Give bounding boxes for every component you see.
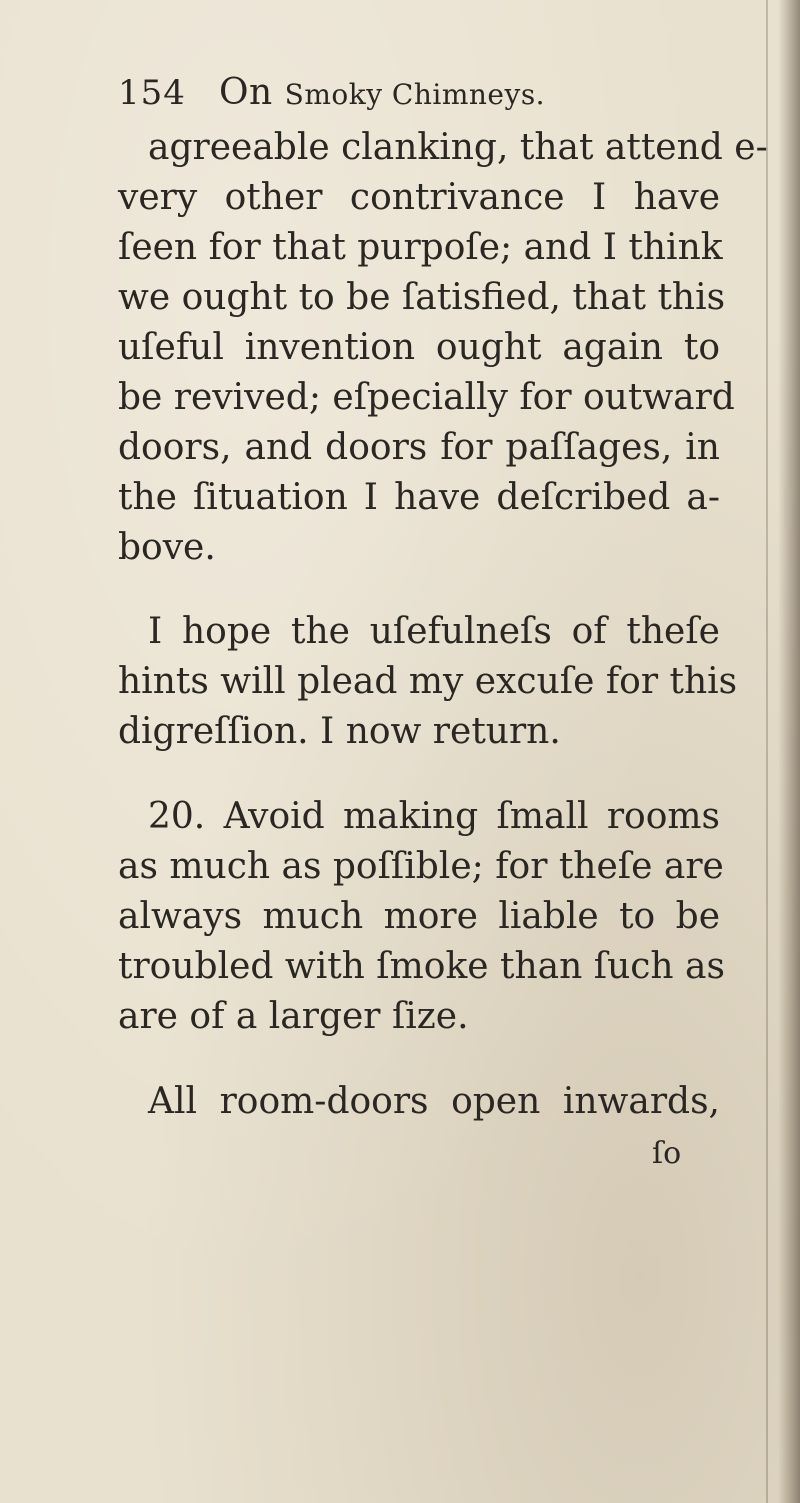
page-number: 154 (118, 73, 186, 113)
text-line: always much more liable to be (118, 896, 720, 937)
text-line: hints will plead my excuſe for this (118, 661, 738, 702)
text-line: 20. Avoid making ſmall rooms (148, 796, 720, 837)
text-line: doors, and doors for paſſages, in (118, 427, 720, 468)
text-line: the ſituation I have deſcribed a- (118, 477, 720, 518)
text-line: All room-doors open inwards, (148, 1081, 720, 1122)
catchword: ſo (652, 1136, 682, 1171)
text-line: troubled with ſmoke than ſuch as (118, 946, 725, 987)
text-line: I hope the uſefulneſs of theſe (148, 611, 720, 652)
text-line: digreſſion. I now return. (118, 711, 561, 752)
text-line: uſeful invention ought again to (118, 327, 720, 368)
text-line: ſeen for that purpoſe; and I think (118, 227, 723, 268)
running-title-first-word: On (219, 72, 273, 113)
text-line: are of a larger ſize. (118, 996, 469, 1037)
text-line: agreeable clanking, that attend e- (148, 127, 768, 168)
text-line: be revived; eſpecially for outward (118, 377, 735, 418)
running-title-rest: Smoky Chimneys. (284, 78, 546, 111)
text-line: very other contrivance I have (118, 177, 720, 218)
text-line: bove. (118, 527, 216, 568)
text-line: as much as poſſible; for theſe are (118, 846, 724, 887)
text-line: we ought to be ſatisfied, that this (118, 277, 726, 318)
